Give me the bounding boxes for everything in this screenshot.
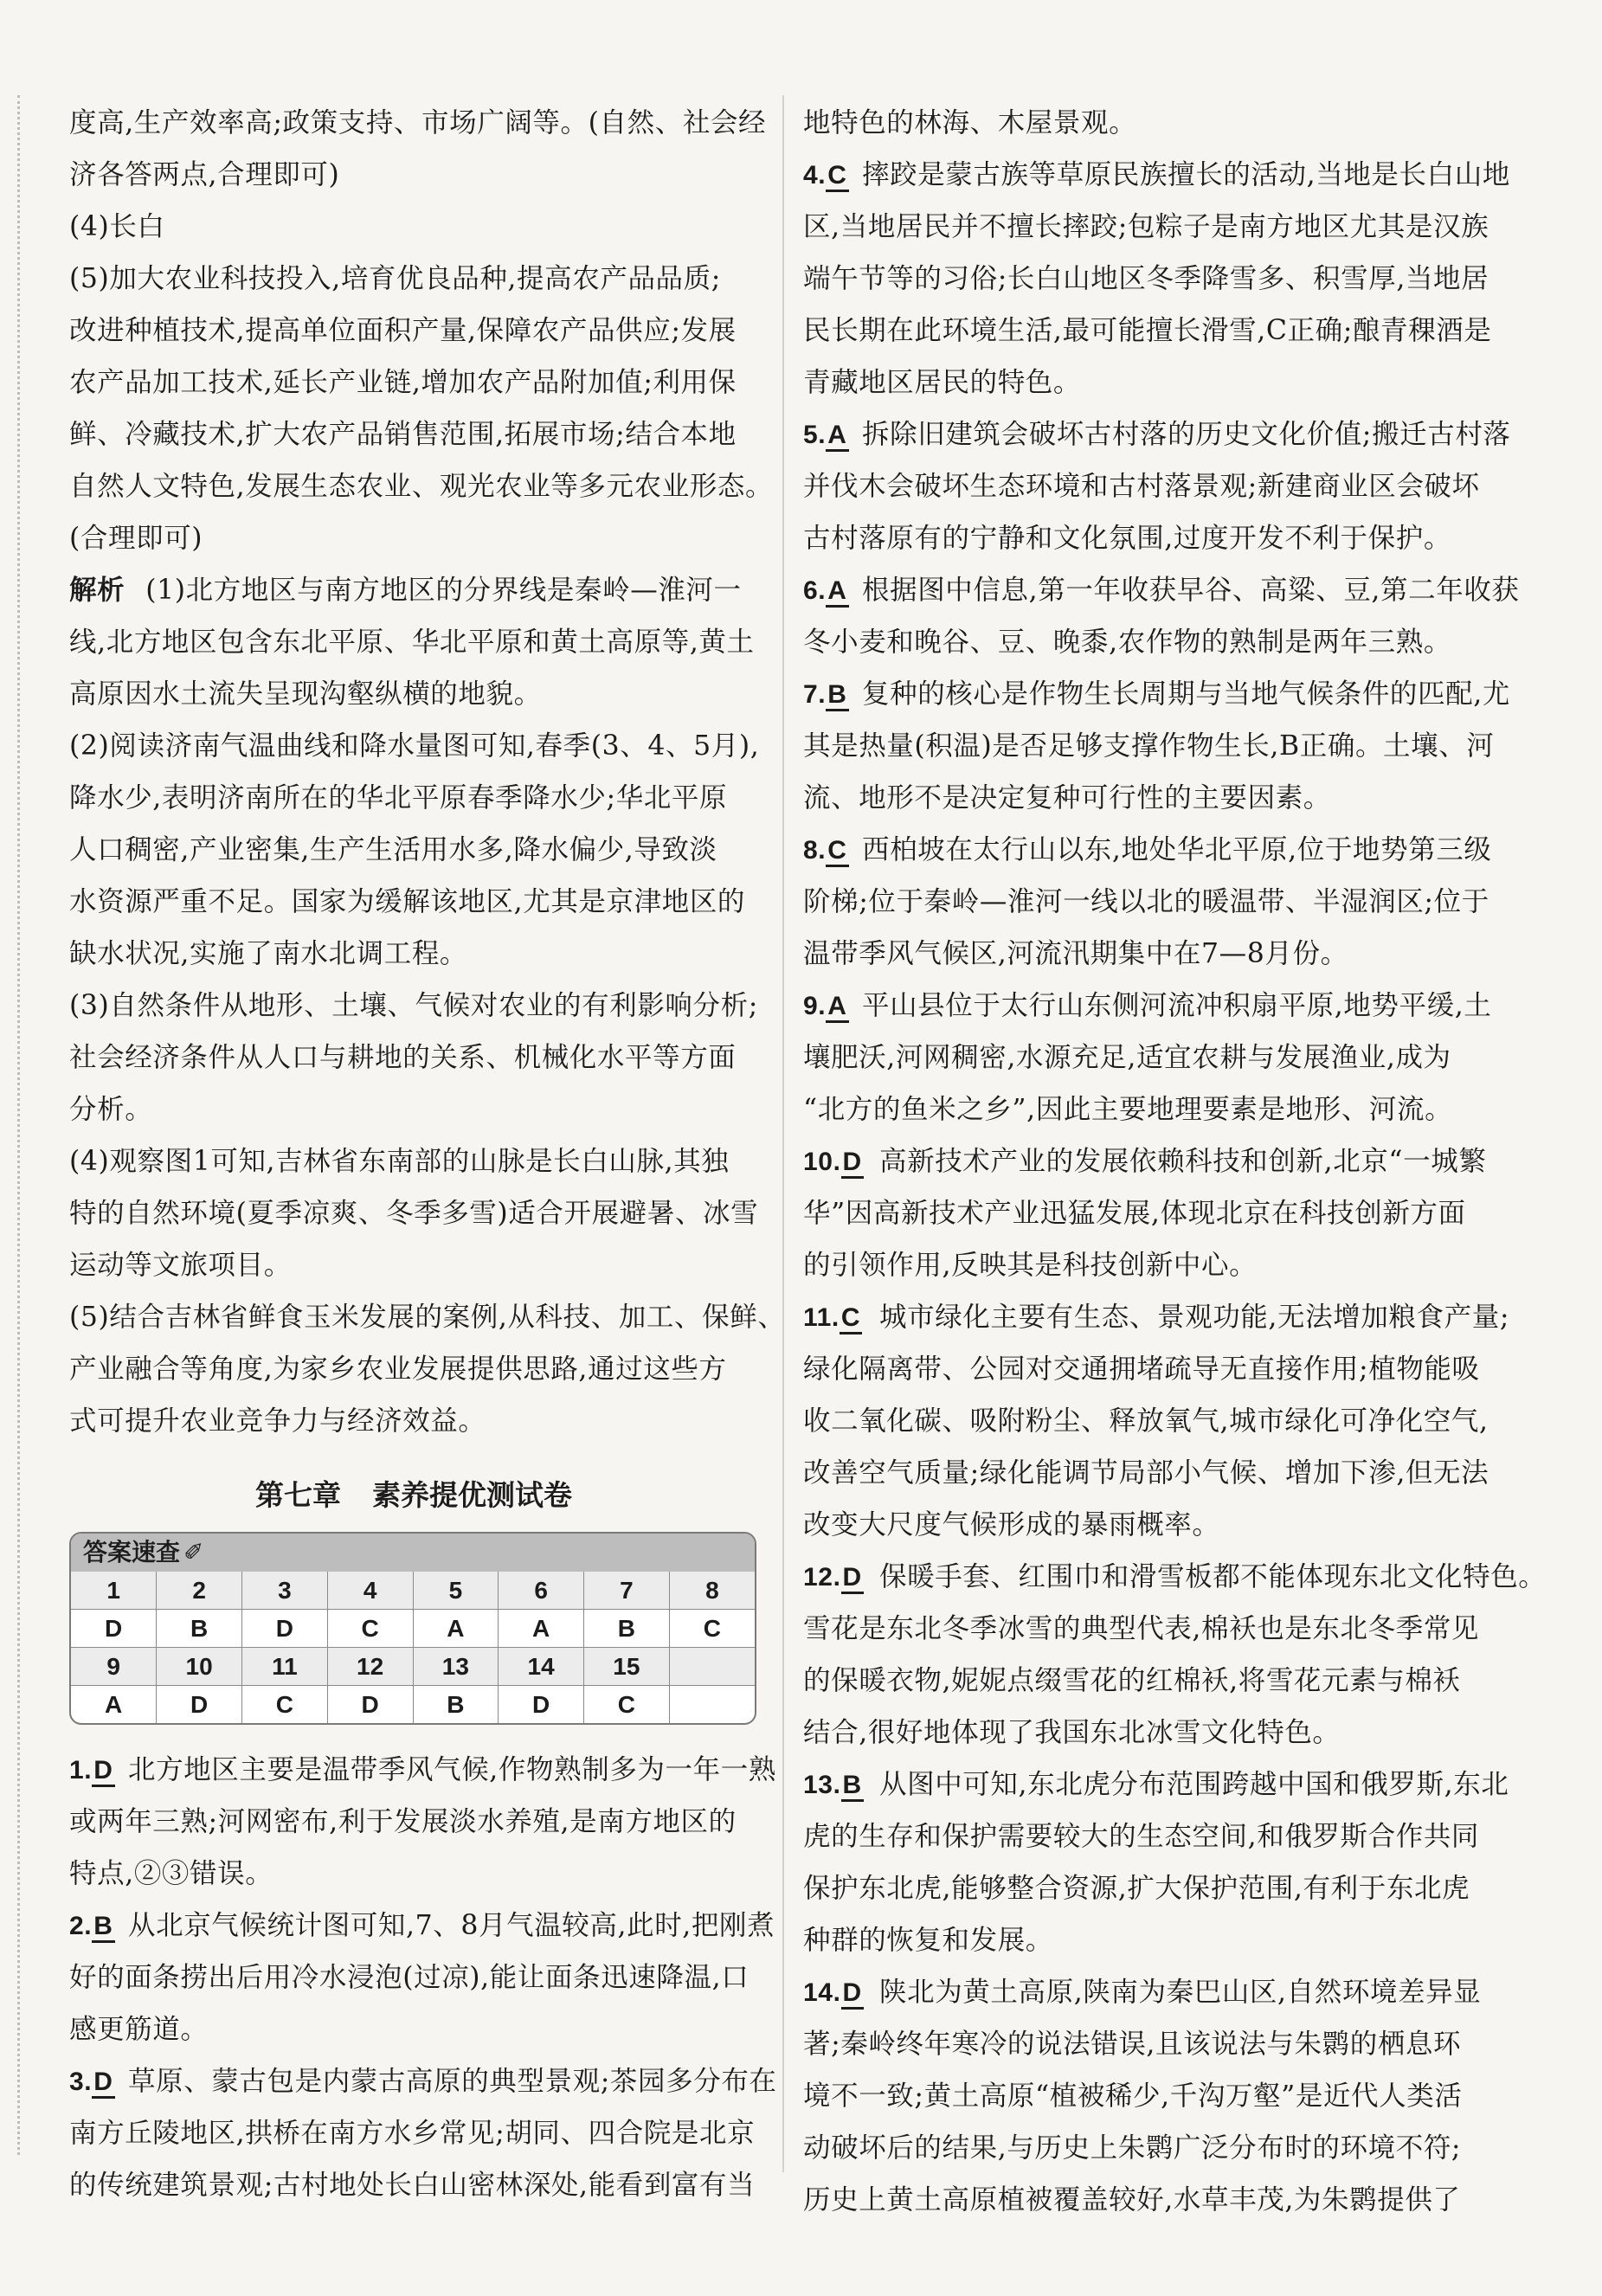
answer-key-cell: 15 [584,1648,670,1686]
text-line: 虎的生存和保护需要较大的生态空间,和俄罗斯合作共同 [803,1821,1480,1852]
text-line: 历史上黄土高原植被覆盖较好,水草丰茂,为朱鹮提供了 [803,2184,1461,2216]
question-number: 12.D [803,1552,879,1604]
answer-letter: A [826,992,848,1023]
text-line: 保护东北虎,能够整合资源,扩大保护范围,有利于东北虎 [803,1873,1470,1904]
answer-letter: D [841,1563,864,1594]
text-line: 流、地形不是决定复种可行性的主要因素。 [803,782,1331,814]
question-text: 草原、蒙古包是内蒙古高原的典型景观;茶园多分布在 [128,2066,777,2097]
text-line: 好的面条捞出后用冷水浸泡(过凉),能让面条迅速降温,口 [69,1962,750,1993]
question-number: 9.A [803,981,862,1032]
text-line: 端午节等的习俗;长白山地区冬季降雪多、积雪厚,当地居 [803,263,1489,294]
answer-key-cell: C [584,1686,670,1724]
text-line: 著;秦岭终年寒冷的说法错误,且该说法与朱鹮的栖息环 [803,2029,1462,2060]
answer-key-cell: 11 [242,1648,328,1686]
answer-key-cell: C [669,1610,755,1648]
answer-key-cell: B [584,1610,670,1648]
answer-key-cell: 4 [327,1572,413,1610]
answer-key-cell: 13 [413,1648,499,1686]
answer-key-number-row [71,1572,755,1610]
text-line: 种群的恢复和发展。 [803,1925,1053,1956]
answer-key-answer-row [71,1610,755,1648]
chapter-name: 素养提优测试卷 [372,1478,572,1512]
text-line: 青藏地区居民的特色。 [803,367,1082,398]
text-line: 南方丘陵地区,拱桥在南方水乡常见;胡同、四合院是北京 [69,2118,756,2149]
text-line: (合理即可) [69,523,203,554]
question-14 [803,1966,1530,2018]
answer-letter: A [826,421,848,452]
question-text: 复种的核心是作物生长周期与当地气候条件的匹配,尤 [862,679,1510,710]
question-number: 1.D [69,1745,128,1797]
analysis-first-line [69,564,758,616]
question-5 [803,408,1530,460]
answer-letter: D [92,1756,114,1787]
text-line: 冬小麦和晚谷、豆、晚黍,农作物的熟制是两年三熟。 [803,627,1451,658]
text-line: 或两年三熟;河网密布,利于发展淡水养殖,是南方地区的 [69,1806,737,1837]
question-text: 拆除旧建筑会破坏古村落的历史文化价值;搬迁古村落 [862,419,1511,450]
answer-key-cell: 7 [584,1572,670,1610]
question-11 [803,1291,1530,1343]
answer-key-cell: 1 [71,1572,157,1610]
text-line: 线,北方地区包含东北平原、华北平原和黄土高原等,黄土 [69,627,755,658]
text-line: 民长期在此环境生活,最可能擅长滑雪,C正确;酿青稞酒是 [803,315,1492,346]
text-line: 社会经济条件从人口与耕地的关系、机械化水平等方面 [69,1042,737,1073]
text-line: 人口稠密,产业密集,生产生活用水多,降水偏少,导致淡 [69,834,717,865]
question-number: 2.B [69,1900,128,1952]
question-text: 平山县位于太行山东侧河流冲积扇平原,地势平缓,土 [862,990,1492,1021]
text-line: 降水少,表明济南所在的华北平原春季降水少;华北平原 [69,782,728,814]
answer-key-cell: 6 [499,1572,584,1610]
text-line: 农产品加工技术,延长产业链,增加农产品附加值;利用保 [69,367,737,398]
question-text: 从图中可知,东北虎分布范围跨越中国和俄罗斯,东北 [879,1769,1509,1800]
question-number: 6.A [803,565,862,617]
answer-key-cell: A [499,1610,584,1648]
answer-key-cell: 5 [413,1572,499,1610]
answer-key-number-row [71,1648,755,1686]
answer-letter: B [92,1912,114,1943]
question-number: 3.D [69,2056,128,2108]
answer-key-cell: B [413,1686,499,1724]
question-number: 13.B [803,1759,879,1811]
answer-letter: D [841,1978,864,2010]
question-number: 4.C [803,150,862,202]
answer-key-header [71,1534,755,1572]
text-line: 鲜、冷藏技术,扩大农产品销售范围,拓展市场;结合本地 [69,419,737,450]
answer-key-cell: D [242,1610,328,1648]
text-line: 雪花是东北冬季冰雪的典型代表,棉袄也是东北冬季常见 [803,1613,1480,1644]
answer-letter: B [841,1771,864,1802]
chapter-title [69,1459,758,1532]
analysis-text: (1)北方地区与南方地区的分界线是秦岭—淮河一 [145,575,742,606]
column-divider [782,95,784,2172]
text-line: 感更筋道。 [69,2014,209,2045]
text-line: (5)加大农业科技投入,培育优良品种,提高农产品品质; [69,263,721,294]
answer-key-cell: 10 [157,1648,242,1686]
answer-key-cell: C [327,1610,413,1648]
text-line: 温带季风气候区,河流汛期集中在7—8月份。 [803,938,1348,969]
text-line: 的传统建筑景观;古村地处长白山密林深处,能看到富有当 [69,2170,756,2201]
text-line: 产业融合等角度,为家乡农业发展提供思路,通过这些方 [69,1354,727,1385]
answer-key-cell: D [157,1686,242,1724]
text-line: “北方的鱼米之乡”,因此主要地理要素是地形、河流。 [803,1094,1453,1125]
text-line: 境不一致;黄土高原“植被稀少,千沟万壑”是近代人类活 [803,2081,1463,2112]
answer-letter: B [826,680,848,711]
answer-letter: C [826,161,848,192]
question-number: 10.D [803,1136,879,1188]
text-line: 水资源严重不足。国家为缓解该地区,尤其是京津地区的 [69,886,746,917]
answer-key-cell: 3 [242,1572,328,1610]
answer-key-cell: A [71,1686,157,1724]
text-line: 动破坏后的结果,与历史上朱鹮广泛分布时的环境不符; [803,2132,1462,2164]
text-line: 缺水状况,实施了南水北调工程。 [69,938,468,969]
answer-key-cell: D [499,1686,584,1724]
answer-letter: C [826,836,848,867]
text-line: 度高,生产效率高;政策支持、市场广阔等。(自然、社会经 [69,107,767,138]
text-line: 改变大尺度气候形成的暴雨概率。 [803,1509,1220,1540]
answer-key-cell: 8 [669,1572,755,1610]
question-text: 保暖手套、红围巾和滑雪板都不能体现东北文化特色。 [879,1561,1547,1592]
left-column [69,97,786,2211]
text-line: 华”因高新技术产业迅猛发展,体现北京在科技创新方面 [803,1198,1466,1229]
text-line: 壤肥沃,河网稠密,水源充足,适宜农耕与发展渔业,成为 [803,1042,1451,1073]
question-number: 8.C [803,825,862,877]
text-line: (4)观察图1可知,吉林省东南部的山脉是长白山脉,其独 [69,1146,730,1177]
right-column [803,97,1547,2226]
answer-key-answer-row [71,1686,755,1724]
text-line: 阶梯;位于秦岭—淮河一线以北的暖温带、半湿润区;位于 [803,886,1489,917]
answer-letter: D [841,1148,864,1179]
text-line: 分析。 [69,1094,153,1125]
answer-key-box [69,1532,756,1725]
chapter-number: 第七章 [255,1478,341,1512]
answer-key-cell: 9 [71,1648,157,1686]
answer-key-cell: 12 [327,1648,413,1686]
text-line: 的保暖衣物,妮妮点缀雪花的红棉袄,将雪花元素与棉袄 [803,1665,1461,1696]
answer-key-cell: A [413,1610,499,1648]
text-line: 式可提升农业竞争力与经济效益。 [69,1405,486,1437]
text-line: (2)阅读济南气温曲线和降水量图可知,春季(3、4、5月), [69,730,760,762]
question-10 [803,1135,1530,1187]
binding-dotted-line [17,95,20,2155]
answer-key-cell [669,1686,755,1724]
text-line: 地特色的林海、木屋景观。 [803,107,1137,138]
analysis-label: 解析 [69,575,125,606]
text-line: 收二氧化碳、吸附粉尘、释放氧气,城市绿化可净化空气, [803,1405,1489,1437]
text-line: 自然人文特色,发展生态农业、观光农业等多元农业形态。 [69,471,774,502]
answer-key-title: 答案速查 [83,1538,181,1566]
question-1 [69,1744,776,1796]
question-12 [803,1551,1547,1603]
question-3 [69,2055,777,2107]
question-text: 陕北为黄土高原,陕南为秦巴山区,自然环境差异显 [879,1977,1482,2008]
answer-key-cell: 2 [157,1572,242,1610]
text-line: (3)自然条件从地形、土壤、气候对农业的有利影响分析; [69,990,758,1021]
text-line: 特点,②③错误。 [69,1858,273,1889]
answer-key-cell: C [242,1686,328,1724]
question-7 [803,668,1530,720]
question-text: 高新技术产业的发展依赖科技和创新,北京“一城繁 [879,1146,1487,1177]
answer-key-cell: D [327,1686,413,1724]
question-text: 从北京气候统计图可知,7、8月气温较高,此时,把刚煮 [128,1910,775,1941]
question-text: 北方地区主要是温带季风气候,作物熟制多为一年一熟 [128,1754,776,1785]
text-line: 绿化隔离带、公园对交通拥堵疏导无直接作用;植物能吸 [803,1354,1480,1385]
answer-letter: D [92,2068,114,2099]
question-13 [803,1759,1530,1810]
text-line: 的引领作用,反映其是科技创新中心。 [803,1250,1258,1281]
text-line: 区,当地居民并不擅长摔跤;包粽子是南方地区尤其是汉族 [803,211,1489,242]
text-line: (4)长白 [69,211,165,242]
text-line: 改善空气质量;绿化能调节局部小气候、增加下渗,但无法 [803,1457,1489,1489]
question-2 [69,1900,775,1952]
text-line: 改进种植技术,提高单位面积产量,保障农产品供应;发展 [69,315,737,346]
text-line: 并伐木会破坏生态环境和古村落景观;新建商业区会破坏 [803,471,1480,502]
answer-key-table [71,1572,755,1723]
question-text: 根据图中信息,第一年收获早谷、高粱、豆,第二年收获 [862,575,1520,606]
question-number: 5.A [803,409,862,461]
question-number: 11.C [803,1292,879,1344]
text-line: 运动等文旅项目。 [69,1250,292,1281]
pen-icon: ✐ [183,1538,204,1566]
text-line: 古村落原有的宁静和文化氛围,过度开发不利于保护。 [803,523,1451,554]
text-line: 特的自然环境(夏季凉爽、冬季多雪)适合开展避暑、冰雪 [69,1198,759,1229]
question-9 [803,980,1530,1032]
answer-key-cell: 14 [499,1648,584,1686]
question-number: 14.D [803,1967,879,2019]
text-line: (5)结合吉林省鲜食玉米发展的案例,从科技、加工、保鲜、 [69,1302,786,1333]
question-text: 摔跤是蒙古族等草原民族擅长的活动,当地是长白山地 [862,159,1510,190]
question-4 [803,149,1530,201]
text-line: 高原因水土流失呈现沟壑纵横的地貌。 [69,679,542,710]
question-6 [803,564,1530,616]
answer-letter: A [826,576,848,608]
question-8 [803,824,1530,876]
text-line: 结合,很好地体现了我国东北冰雪文化特色。 [803,1717,1341,1748]
text-line: 济各答两点,合理即可) [69,159,340,190]
text-line: 其是热量(积温)是否足够支撑作物生长,B正确。土壤、河 [803,730,1495,762]
answer-key-cell: D [71,1610,157,1648]
question-text: 城市绿化主要有生态、景观功能,无法增加粮食产量; [879,1302,1510,1333]
answer-key-cell: B [157,1610,242,1648]
question-number: 7.B [803,669,862,721]
answer-key-cell [669,1648,755,1686]
answer-letter: C [840,1303,862,1335]
question-text: 西柏坡在太行山以东,地处华北平原,位于地势第三级 [862,834,1492,865]
